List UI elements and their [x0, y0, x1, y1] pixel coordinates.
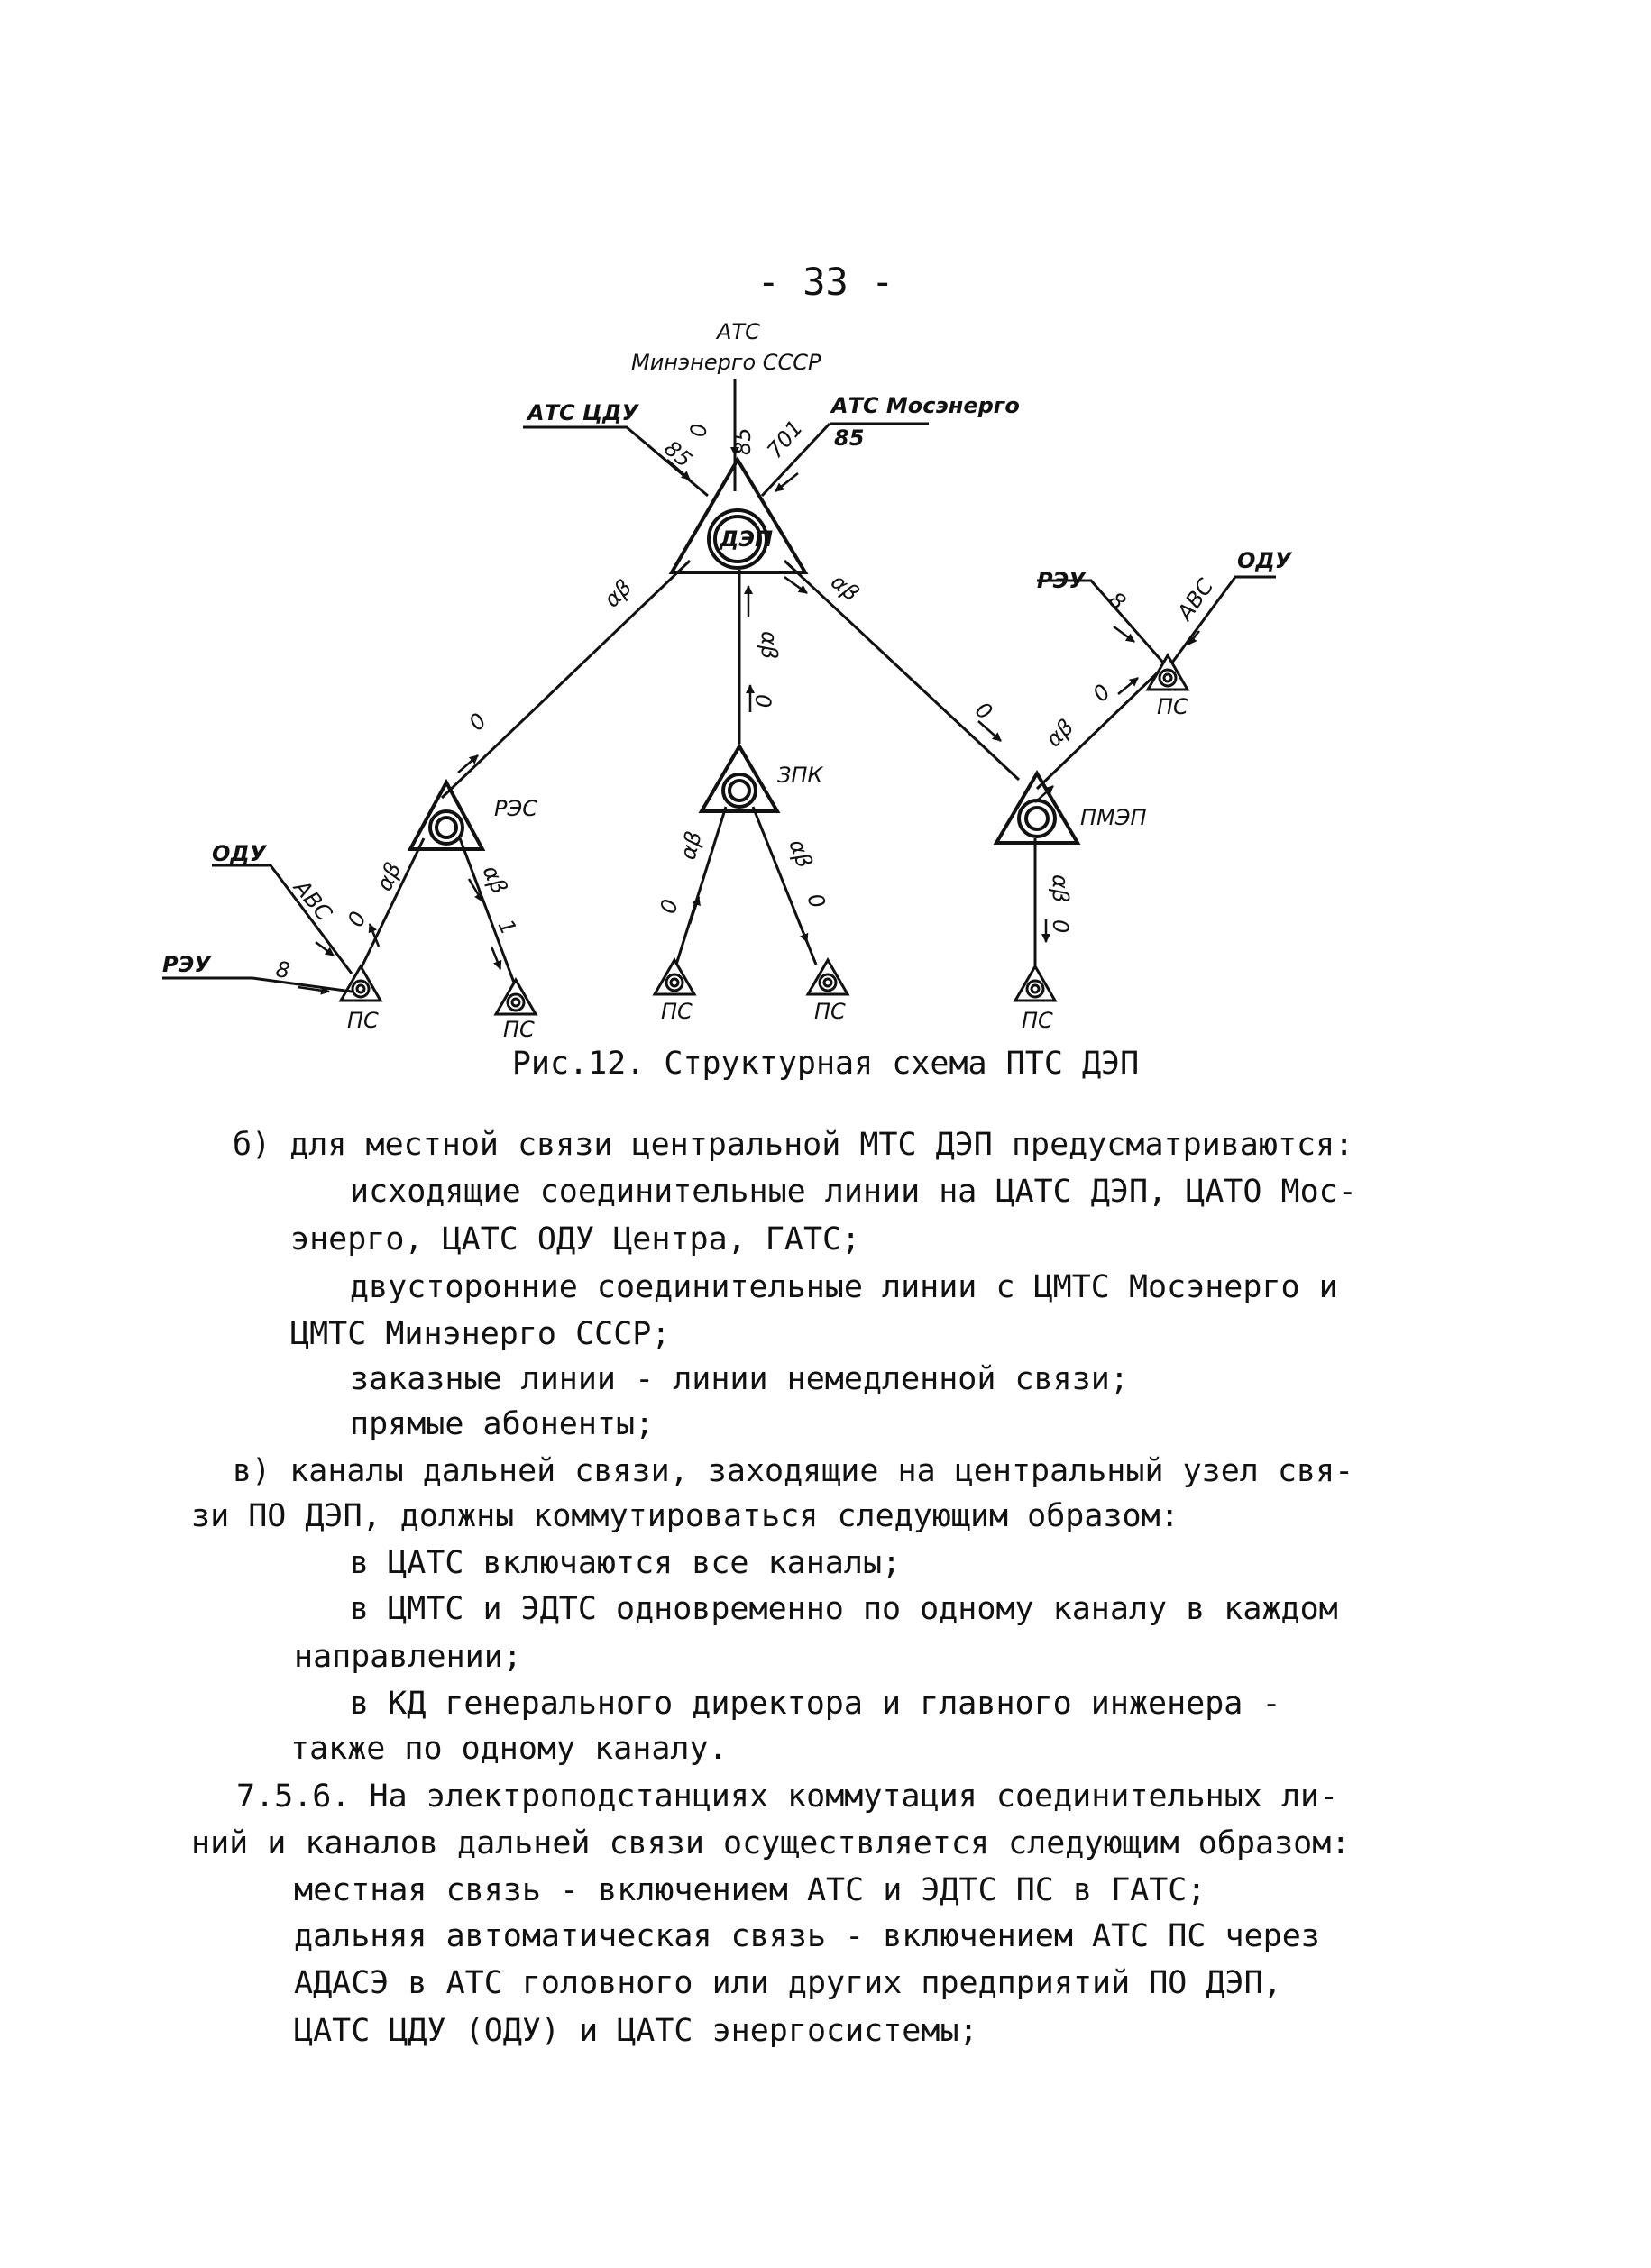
link-res-ps2 [460, 838, 514, 983]
edge-right-0: 0 [970, 697, 997, 726]
text-line: прямые абоненты; [350, 1406, 655, 1442]
structure-diagram [0, 0, 1651, 1046]
label-ats-mosenergo: АТС Мосэнерго [831, 393, 1020, 418]
text-line: исходящие соединительные линии на ЦАТС ДЭП, ЦАТО Мос- [350, 1174, 1357, 1210]
edge-pmep-0: 0 [1048, 919, 1073, 934]
text-line: в) каналы дальней связи, заходящие на центральный узел свя- [233, 1453, 1354, 1489]
label-rzu-left: РЭУ [162, 952, 211, 977]
edge-pmep-ab: αβ [1048, 874, 1073, 903]
edge-res-0-l: 0 [343, 907, 371, 931]
text-line: энерго, ЦАТС ОДУ Центра, ГАТС; [290, 1221, 861, 1257]
edge-right-ab2: αβ [1041, 714, 1079, 753]
link-rzu-left [162, 978, 352, 992]
edge-dep-right-ab: αβ [826, 569, 864, 607]
node-pmep [996, 773, 1078, 843]
node-ps-3 [655, 960, 694, 994]
node-ps-1 [341, 966, 381, 1001]
node-ps-4 [808, 960, 848, 994]
text-line: зи ПО ДЭП, должны коммутироваться следующим образом: [191, 1498, 1179, 1534]
edge-right-701: 701 [762, 415, 809, 463]
edge-rzu-l-8: 8 [274, 956, 292, 984]
node-ps-5 [1015, 966, 1055, 1001]
node-dep [672, 460, 805, 572]
label-zpk: ЗПК [777, 763, 823, 788]
text-line: направлении; [294, 1639, 522, 1675]
edge-zpk-0-l: 0 [655, 896, 683, 917]
text-line: в КД генерального директора и главного инженера - [350, 1686, 1281, 1722]
label-pmep: ПМЭП [1080, 805, 1147, 830]
edge-zpk-0-r: 0 [802, 890, 830, 912]
label-ps-2: ПС [503, 1017, 535, 1042]
text-line: двусторонние соединительные линии с ЦМТС Мосэнерго и [350, 1269, 1338, 1305]
edge-res-ab-r: αβ [477, 861, 513, 898]
edge-rzu-r-8: 8 [1104, 587, 1131, 616]
label-odu-left: ОДУ [212, 841, 267, 866]
text-line: местная связь - включением АТС и ЭДТС ПС в ГАТС; [294, 1872, 1206, 1908]
text-line: заказные линии - линии немедленной связи; [350, 1361, 1129, 1397]
link-res-ps1 [361, 838, 424, 969]
text-line: ЦМТС Минэнерго СССР; [290, 1316, 671, 1352]
label-ps-right-top: ПС [1157, 694, 1188, 719]
text-line: также по одному каналу. [290, 1731, 728, 1767]
edge-mid-0: 0 [750, 694, 775, 709]
label-odu-right: ОДУ [1237, 548, 1292, 573]
page-number: - 33 - [757, 260, 894, 304]
label-minenergo: Минэнерго СССР [631, 350, 821, 375]
edge-res-ab-l: αβ [371, 858, 407, 895]
text-line: ний и каналов дальней связи осуществляется следующим образом: [191, 1825, 1351, 1861]
link-dep-pmep [784, 561, 1019, 780]
text-line: б) для местной связи центральной МТС ДЭП предусматриваются: [233, 1127, 1354, 1163]
edge-res-1-r: 1 [492, 915, 522, 939]
node-zpk [702, 746, 777, 811]
text-line: ЦАТС ЦДУ (ОДУ) и ЦАТС энергосистемы; [294, 2013, 978, 2049]
edge-odu-r-abc: АВС [1171, 573, 1219, 626]
label-mosenergo-85: 85 [834, 425, 865, 451]
edge-odu-l-abc: АВС [289, 874, 337, 926]
edge-zpk-ab-r: αβ [784, 836, 818, 872]
edge-dep-mid-ab: αβ [757, 631, 782, 660]
edge-top-85: 85 [730, 427, 756, 455]
label-ats: АТС [717, 319, 760, 344]
label-ats-cdu: АТС ЦДУ [527, 400, 639, 425]
label-rzu-right: РЭУ [1037, 568, 1086, 593]
figure-caption: Рис.12. Структурная схема ПТС ДЭП [511, 1046, 1140, 1082]
edge-left-85: 85 [659, 435, 697, 473]
edge-dep-left-ab: αβ [599, 574, 637, 613]
text-line: в ЦМТС и ЭДТС одновременно по одному каналу в каждом [350, 1591, 1338, 1627]
node-ps-right-top [1148, 655, 1188, 690]
text-line: в ЦАТС включаются все каналы; [350, 1545, 902, 1581]
label-ps-5: ПС [1022, 1008, 1053, 1033]
link-dep-res [442, 561, 690, 798]
edge-right-0b: 0 [1087, 679, 1116, 708]
label-res: РЭС [494, 796, 537, 821]
edge-left-0: 0 [463, 708, 492, 736]
text-line: 7.5.6. На электроподстанциях коммутация соединительных ли- [236, 1779, 1339, 1815]
text-line: дальняя автоматическая связь - включением АТС ПС через [294, 1918, 1320, 1954]
node-ps-2 [496, 980, 536, 1014]
label-ps-3: ПС [661, 999, 693, 1024]
text-line: АДАСЭ в АТС головного или других предприятий ПО ДЭП, [294, 1965, 1282, 2001]
label-ps-1: ПС [347, 1008, 379, 1033]
label-dep: ДЭП [720, 526, 774, 552]
edge-zpk-ab-l: αβ [674, 828, 707, 863]
label-ps-4: ПС [814, 999, 846, 1024]
edge-top-0: 0 [686, 423, 711, 437]
